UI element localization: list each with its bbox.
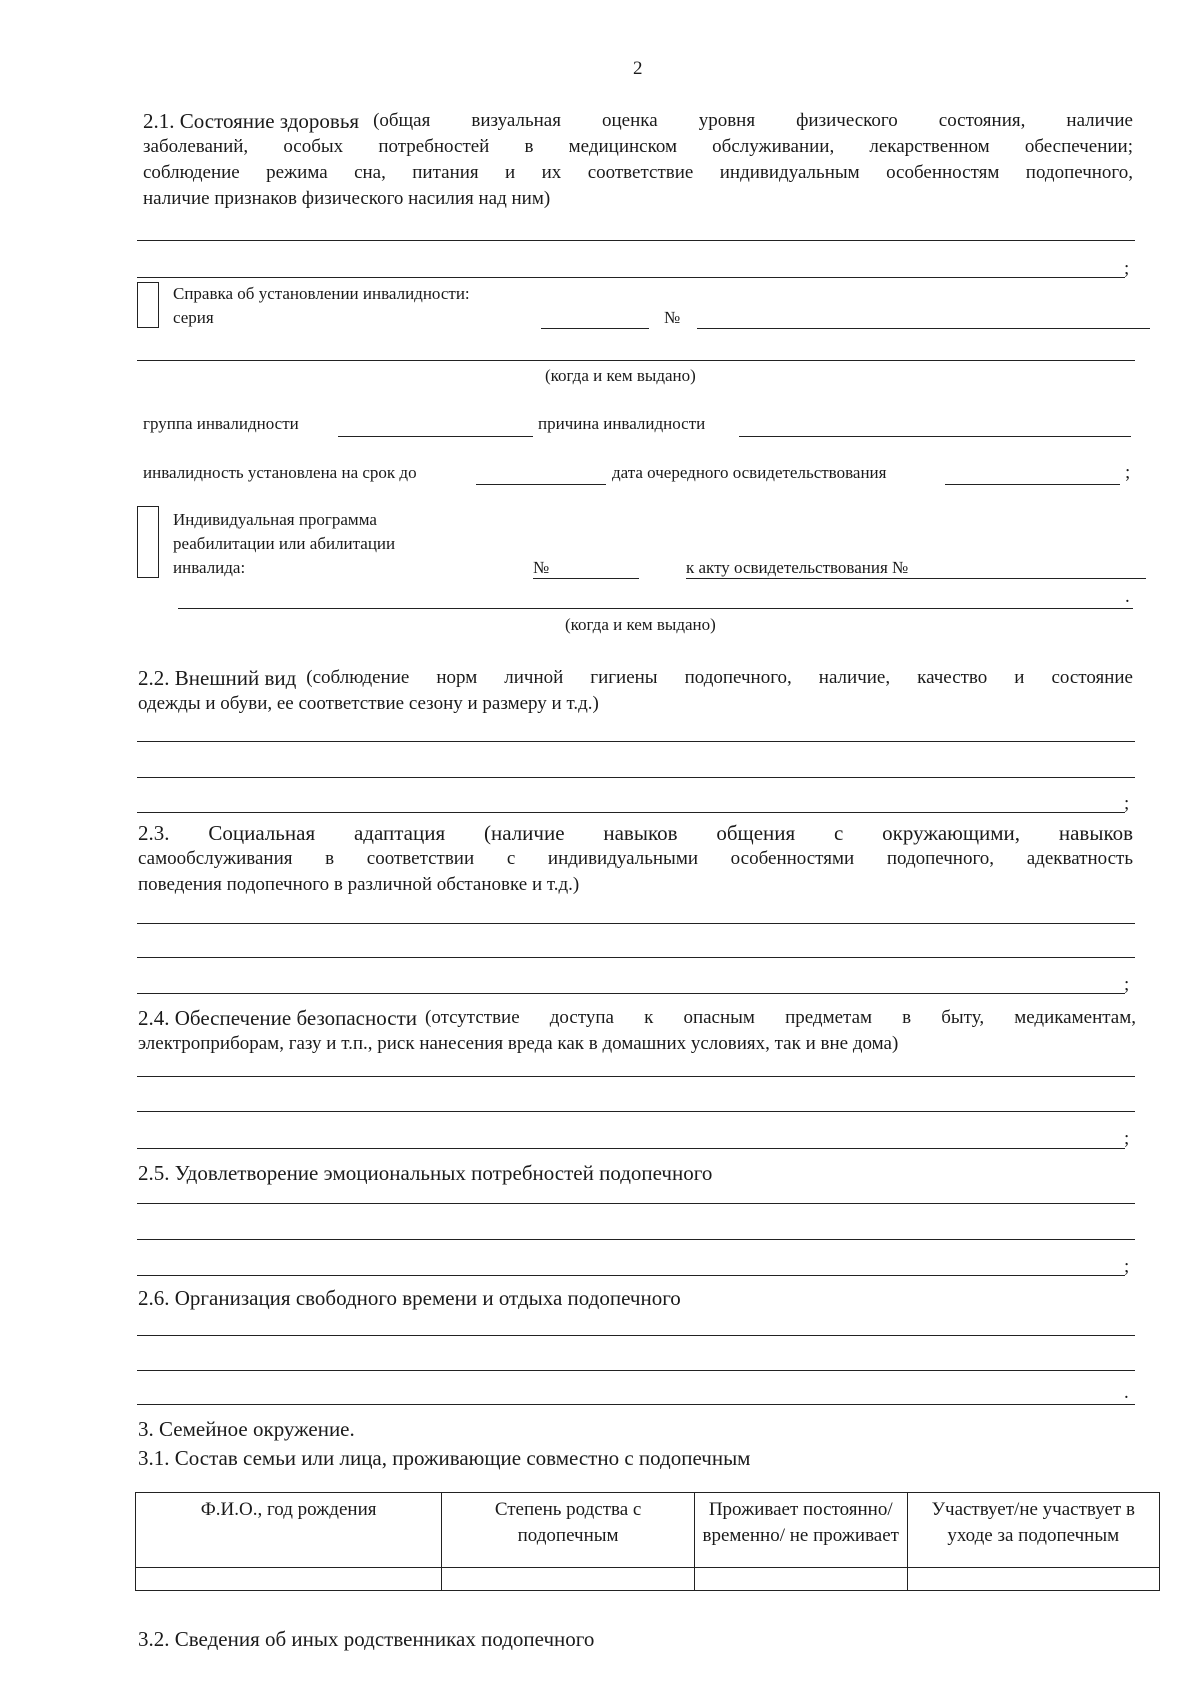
answer-line[interactable] [137,277,1125,278]
answer-line[interactable] [137,923,1135,924]
section-2-4-line2: электроприборам, газу и т.п., риск нанесения вреда как в домашних условиях, так и вне дома) [138,1033,899,1054]
answer-line[interactable] [137,1076,1135,1077]
disability-cert-checkbox[interactable] [137,282,159,328]
section-2-2 [138,665,1133,717]
answer-line[interactable] [137,1404,1135,1405]
table-cell[interactable] [136,1568,442,1591]
section-2-1-title: 2.1. Состояние здоровья [143,109,360,133]
terminator: ; [1124,974,1130,995]
terminator: ; [1124,258,1130,279]
ipra-issued-note: (когда и кем выдано) [565,615,716,634]
section-2-1-line4: наличие признаков физического насилия над ним) [143,188,551,209]
group-label: группа инвалидности [143,414,299,433]
col-relation: Степень родства с подопечным [442,1493,695,1568]
section-2-1-desc: (общая визуальная оценка уровня физического состояния, наличие [373,110,1133,131]
answer-line[interactable] [137,1111,1135,1112]
table-row [136,1568,1160,1591]
group-field[interactable] [338,436,533,437]
issued-field[interactable] [137,360,1135,361]
answer-line[interactable] [137,240,1135,241]
act-number-field[interactable] [686,578,1146,579]
answer-line[interactable] [137,777,1135,778]
section-2-4 [138,1005,1136,1057]
section-2-3 [138,820,1133,898]
reason-label: причина инвалидности [538,414,706,433]
ipra-number-field[interactable] [533,578,639,579]
ipra-label-3: инвалида: [173,558,246,577]
term-field[interactable] [476,484,606,485]
section-3-1-title: 3.1. Состав семьи или лица, проживающие совместно с подопечным [138,1446,751,1470]
answer-line[interactable] [137,1275,1125,1276]
answer-line[interactable] [137,741,1135,742]
section-2-3-line3: поведения подопечного в различной обстановке и т.д.) [138,874,580,895]
ipra-issued-field[interactable] [178,608,1133,609]
issued-note: (когда и кем выдано) [545,366,696,385]
answer-line[interactable] [137,1203,1135,1204]
ipra-number-sign: № [533,558,550,577]
page-number: 2 [633,58,643,79]
table-cell[interactable] [442,1568,695,1591]
table-cell[interactable] [907,1568,1159,1591]
next-exam-field[interactable] [945,484,1120,485]
section-2-1 [143,108,1133,212]
section-3-title: 3. Семейное окружение. [138,1417,355,1441]
ipra-label-2: реабилитации или абилитации [173,534,396,553]
section-2-4-desc: (отсутствие доступа к опасным предметам в быту, медикаментам, [425,1007,1136,1028]
terminator: ; [1125,462,1131,483]
terminator: ; [1124,1128,1130,1149]
answer-line[interactable] [137,1335,1135,1336]
terminator: ; [1124,793,1130,814]
cert-number-field[interactable] [697,328,1150,329]
next-exam-label: дата очередного освидетельствования [612,463,887,482]
table-header-row [136,1493,1160,1568]
section-2-3-line2: самообслуживания в соответствии с индивидуальными особенностями подопечного, адекватность [138,848,1133,869]
section-2-2-line2: одежды и обуви, ее соответствие сезону и размеру и т.д.) [138,693,599,714]
section-2-1-line2: заболеваний, особых потребностей в медицинском обслуживании, лекарственном обеспечении; [143,136,1133,157]
section-2-5-title: 2.5. Удовлетворение эмоциональных потребностей подопечного [138,1161,713,1185]
family-table [135,1492,1160,1591]
term-label: инвалидность установлена на срок до [143,463,417,482]
series-field[interactable] [541,328,649,329]
section-2-6-title: 2.6. Организация свободного времени и отдыха подопечного [138,1286,681,1310]
section-2-2-desc: (соблюдение норм личной гигиены подопечного, наличие, качество и состояние [306,667,1133,688]
reason-field[interactable] [739,436,1131,437]
act-label: к акту освидетельствования № [686,558,909,577]
answer-line[interactable] [137,993,1125,994]
ipra-checkbox[interactable] [137,506,159,578]
section-2-2-title: 2.2. Внешний вид [138,666,297,690]
answer-line[interactable] [137,1370,1135,1371]
disability-cert-label: Справка об установлении инвалидности: [173,284,470,303]
col-residence: Проживает постоянно/временно/ не проживает [694,1493,907,1568]
section-2-3-line1: 2.3. Социальная адаптация (наличие навыков общения с окружающими, навыков [138,821,1133,845]
ipra-label-1: Индивидуальная программа [173,510,377,529]
col-fio: Ф.И.О., год рождения [136,1493,442,1568]
terminator: ; [1124,1256,1130,1277]
answer-line[interactable] [137,1148,1125,1149]
col-care: Участвует/не участвует в уходе за подопечным [907,1493,1159,1568]
answer-line[interactable] [137,957,1135,958]
series-label: серия [173,308,214,327]
number-sign: № [664,308,681,327]
section-2-1-line3: соблюдение режима сна, питания и их соответствие индивидуальным особенностям подопечного, [143,162,1133,183]
answer-line[interactable] [137,1239,1135,1240]
section-2-4-title: 2.4. Обеспечение безопасности [138,1006,417,1030]
section-3-2-title: 3.2. Сведения об иных родственниках подопечного [138,1627,595,1651]
terminator: . [1125,586,1130,607]
terminator: . [1124,1382,1129,1403]
table-cell[interactable] [694,1568,907,1591]
answer-line[interactable] [137,812,1125,813]
